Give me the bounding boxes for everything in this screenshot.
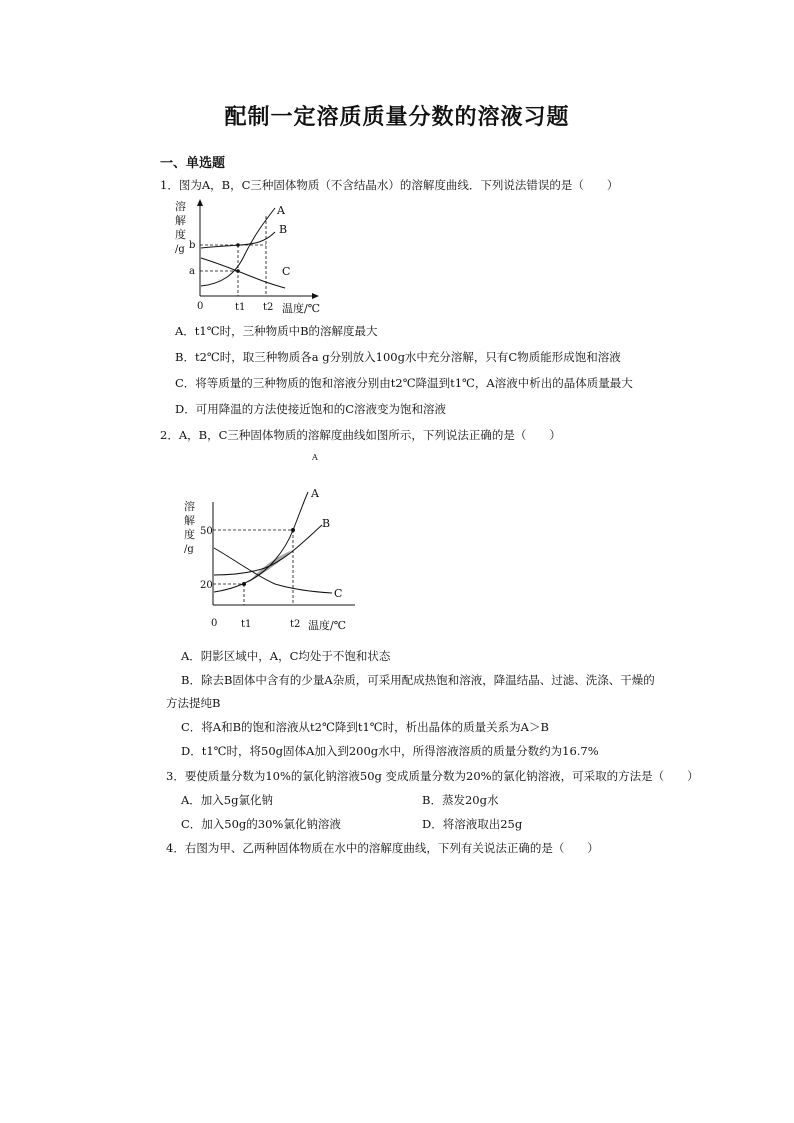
question-3-option-c: C．加入50g的30%氯化钠溶液 [181, 817, 341, 831]
x-axis-arrow [312, 293, 319, 299]
stray-mark: A [312, 453, 318, 462]
xtick-t2: t2 [290, 619, 301, 630]
curve-label-c: C [282, 265, 291, 278]
ylabel-char: 解 [184, 514, 195, 527]
xlabel: 温度/℃ [282, 302, 321, 315]
xlabel: 温度/℃ [308, 619, 347, 632]
question-2-stem: 2．A，B，C三种固体物质的溶解度曲线如图所示，下列说法正确的是（ ） [160, 428, 561, 442]
page-title: 配制一定溶质质量分数的溶液习题 [224, 104, 570, 130]
question-3-option-d: D．将溶液取出25g [422, 817, 523, 831]
ylabel-char: 度 [175, 228, 186, 241]
ytick-50: 50 [200, 526, 213, 537]
question-2-figure [180, 480, 360, 635]
question-1-figure [165, 196, 335, 318]
origin-label: 0 [211, 618, 218, 629]
y-axis-arrow [197, 199, 203, 206]
origin-label: 0 [197, 301, 204, 312]
question-2-option-b: B．除去B固体中含有的少量A杂质，可采用配成热饱和溶液，降温结晶、过滤、洗涤、干燥的 [181, 673, 655, 687]
question-3-option-b: B．蒸发20g水 [422, 793, 499, 807]
question-1-option-d: D．可用降温的方法使接近饱和的C溶液变为饱和溶液 [175, 402, 447, 416]
ylabel-char: 度 [184, 528, 195, 541]
ylabel-char: 溶 [184, 500, 195, 513]
question-1-option-c: C．将等质量的三种物质的饱和溶液分别由t2℃降温到t1℃，A溶液中析出的晶体质量最大 [175, 376, 633, 390]
ytick-b: b [189, 240, 196, 251]
xtick-t1: t1 [241, 619, 252, 630]
curve-label-c: C [334, 587, 343, 600]
question-1-option-a: A．t1℃时，三种物质中B的溶解度最大 [175, 324, 378, 338]
curve-label-a: A [277, 204, 285, 217]
question-3-option-a: A．加入5g氯化钠 [181, 793, 273, 807]
curve-label-a: A [311, 487, 319, 500]
ylabel-char: /g [175, 244, 185, 255]
section-heading: 一、单选题 [160, 156, 226, 171]
curve-label-b: B [322, 517, 331, 530]
xtick-t1: t1 [235, 302, 246, 313]
question-2-option-c: C．将A和B的饱和溶液从t2℃降到t1℃时，析出晶体的质量关系为A＞B [181, 720, 549, 734]
question-2-option-a: A．阴影区域中，A，C均处于不饱和状态 [181, 649, 391, 663]
question-1-option-b: B．t2℃时，取三种物质各a g分别放入100g水中充分溶解，只有C物质能形成饱和溶液 [175, 350, 621, 364]
question-4-stem: 4．右图为甲、乙两种固体物质在水中的溶解度曲线，下列有关说法正确的是（ ） [166, 841, 599, 855]
ytick-a: a [189, 266, 195, 277]
question-2-option-b-cont: 方法提纯B [166, 696, 221, 710]
ylabel-char: 溶 [175, 200, 186, 213]
ylabel-char: /g [184, 544, 194, 555]
question-1-stem: 1．图为A，B，C三种固体物质（不含结晶水）的溶解度曲线．下列说法错误的是（ ） [160, 178, 619, 192]
ylabel-char: 解 [175, 214, 186, 227]
curve-c [214, 548, 332, 593]
question-2-option-d: D．t1℃时，将50g固体A加入到200g水中，所得溶液溶质的质量分数约为16.7% [181, 744, 599, 758]
curve-label-b: B [279, 223, 288, 236]
question-3-stem: 3．要使质量分数为10%的氯化钠溶液50g 变成质量分数为20%的氯化钠溶液，可采取的方法是（ ） [166, 769, 699, 783]
ytick-20: 20 [200, 580, 213, 591]
xtick-t2: t2 [263, 302, 274, 313]
